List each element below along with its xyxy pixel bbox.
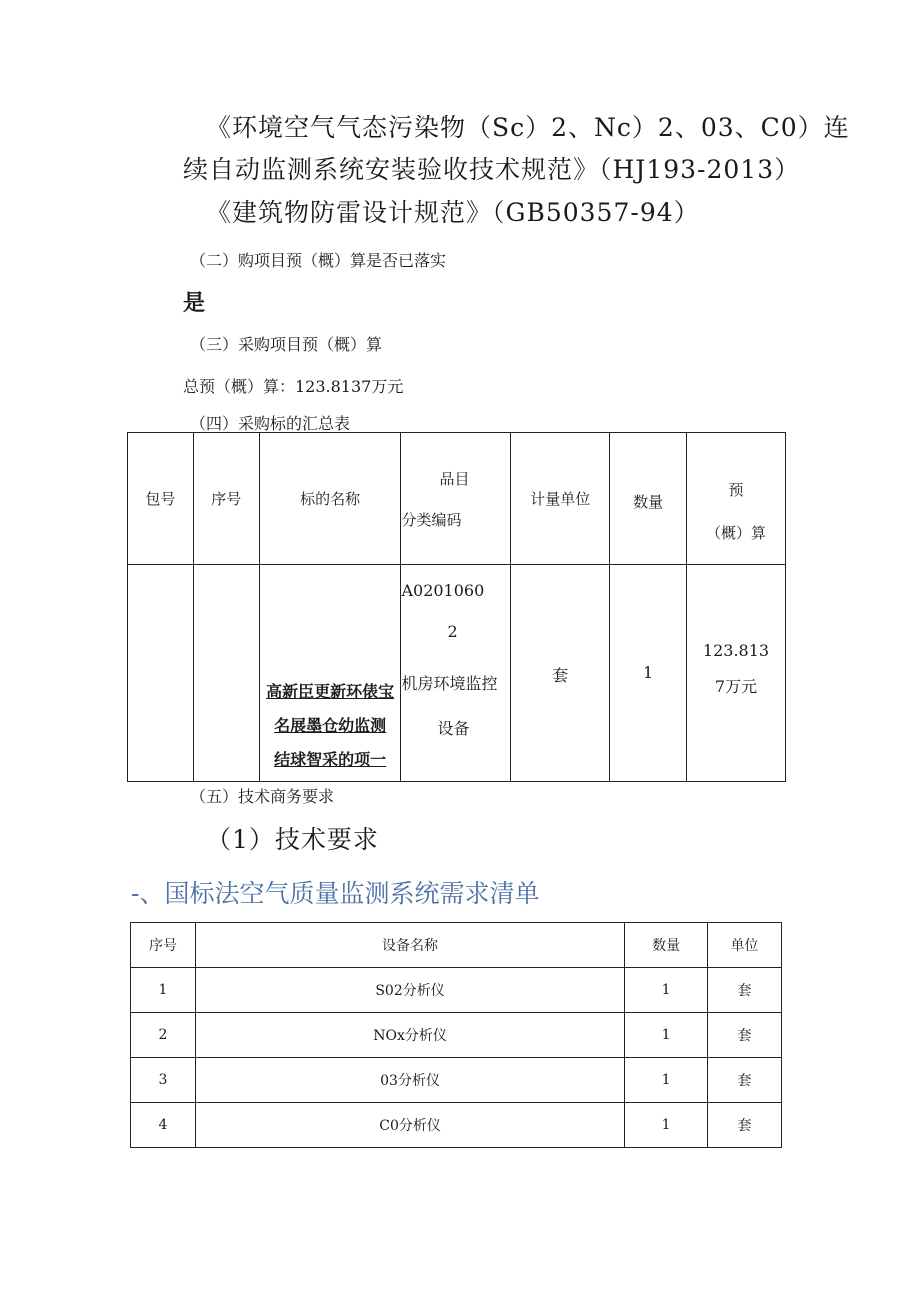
header-category-line-2: 分类编码	[401, 510, 462, 529]
section-2-answer: 是	[183, 290, 206, 316]
header-budget-line-2: （概）算	[706, 523, 767, 542]
item-name-line-3: 结球智采的项一	[274, 750, 387, 769]
item-name-line-1: 高新臣更新环俵宝	[266, 682, 395, 701]
header-item-name: 标的名称	[259, 433, 401, 565]
device-name: C0分析仪	[195, 1103, 624, 1148]
device-header-name: 设备名称	[195, 923, 624, 968]
header-package-no: 包号	[128, 433, 194, 565]
device-seq: 3	[131, 1058, 196, 1103]
row-package-no	[128, 565, 194, 782]
device-seq: 2	[131, 1013, 196, 1058]
device-name: NOx分析仪	[195, 1013, 624, 1058]
header-unit: 计量单位	[511, 433, 610, 565]
code-line-1: A0201060	[401, 581, 485, 600]
header-qty: 数量	[610, 433, 687, 565]
total-budget: 总预（概）算：123.8137万元	[183, 377, 404, 396]
code-line-2: 2	[447, 622, 458, 641]
device-header-unit: 单位	[708, 923, 782, 968]
header-category-code	[401, 433, 511, 565]
table-row	[131, 1013, 782, 1058]
device-seq: 4	[131, 1103, 196, 1148]
standard-ref-line-3: 《建筑物防雷设计规范》（GB50357-94）	[206, 198, 700, 227]
table-row	[131, 1058, 782, 1103]
row-budget	[687, 565, 786, 782]
device-name: 03分析仪	[195, 1058, 624, 1103]
row-budget-line-2: 7万元	[714, 677, 758, 696]
code-line-3: 机房环境监控	[401, 674, 498, 693]
device-name: S02分析仪	[195, 968, 624, 1013]
device-unit: 套	[708, 1058, 782, 1103]
device-list-heading: -、国标法空气质量监测系统需求清单	[131, 879, 540, 908]
section-3-title: （三）采购项目预（概）算	[190, 335, 383, 354]
device-header-qty: 数量	[625, 923, 708, 968]
device-qty: 1	[625, 968, 708, 1013]
section-5-title: （五）技术商务要求	[190, 787, 335, 806]
row-category-code	[401, 565, 511, 782]
row-unit: 套	[511, 565, 610, 782]
row-qty: 1	[610, 565, 687, 782]
device-unit: 套	[708, 1103, 782, 1148]
device-qty: 1	[625, 1013, 708, 1058]
row-seq	[193, 565, 259, 782]
device-qty: 1	[625, 1103, 708, 1148]
header-budget-line-1: 预	[728, 480, 744, 499]
standard-ref-line-1: 《环境空气气态污染物（Sc）2、Nc）2、03、C0）连	[206, 113, 850, 142]
row-item-name	[259, 565, 401, 782]
device-unit: 套	[708, 968, 782, 1013]
table-row	[131, 1103, 782, 1148]
summary-data-row	[128, 565, 786, 782]
tech-requirements-heading: （1）技术要求	[206, 825, 379, 854]
standard-ref-line-2: 续自动监测系统安装验收技术规范》（HJ193-2013）	[183, 155, 801, 184]
header-category-line-1: 品目	[439, 469, 470, 488]
item-name-line-2: 名展墨仓幼监测	[274, 716, 387, 735]
section-2-title: （二）购项目预（概）算是否已落实	[190, 251, 447, 270]
device-header-row	[131, 923, 782, 968]
device-table	[130, 922, 782, 1148]
device-unit: 套	[708, 1013, 782, 1058]
section-4-title: （四）采购标的汇总表	[190, 414, 351, 433]
summary-table	[127, 432, 786, 782]
device-seq: 1	[131, 968, 196, 1013]
table-row	[131, 968, 782, 1013]
row-budget-line-1: 123.813	[702, 641, 770, 660]
header-seq: 序号	[193, 433, 259, 565]
header-budget	[687, 433, 786, 565]
code-line-4: 设备	[437, 719, 470, 738]
device-qty: 1	[625, 1058, 708, 1103]
device-header-seq: 序号	[131, 923, 196, 968]
summary-header-row	[128, 433, 786, 565]
